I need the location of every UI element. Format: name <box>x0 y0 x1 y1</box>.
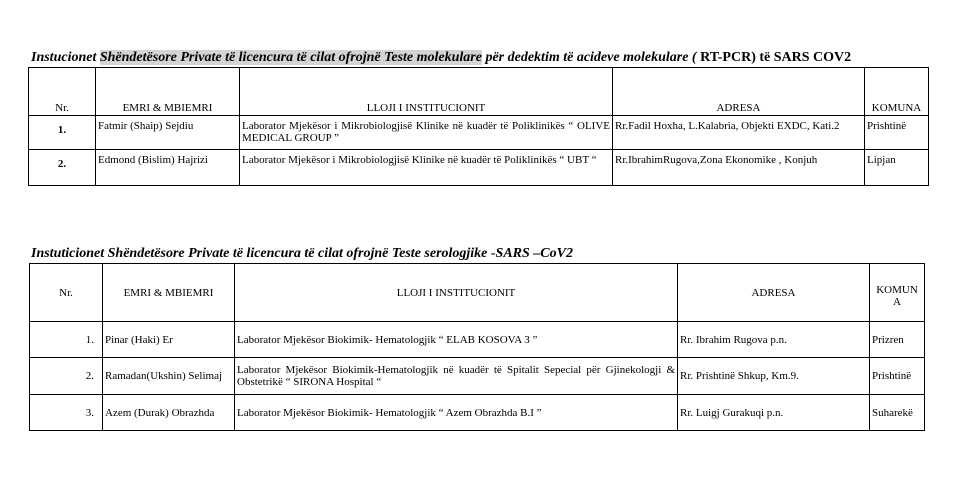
section1-title-highlight: Shëndetësore Private të licencura të cilat ofrojnë Teste molekulare <box>99 50 482 65</box>
col-header-commune: KOMUN A <box>870 264 925 322</box>
row-commune: Prishtinë <box>870 358 925 395</box>
col-header-type: LLOJI I INSTITUCIONIT <box>240 68 613 116</box>
section2-title: Instuticionet Shëndetësore Private të licencura të cilat ofrojnë Teste serologjike -SARS –CoV2 <box>31 246 573 261</box>
row-commune: Prishtinë <box>865 116 929 150</box>
table-header-row <box>30 264 925 322</box>
row-type: Laborator Mjekësor i Mikrobiologjisë Klinike në kuadër të Poliklinikës “ OLIVE MEDICAL GROUP ” <box>240 116 613 150</box>
col-header-address: ADRESA <box>678 264 870 322</box>
row-name: Azem (Durak) Obrazhda <box>103 395 235 431</box>
row-address: Rr.Fadil Hoxha, L.Kalabria, Objekti EXDC, Kati.2 <box>613 116 865 150</box>
table-row <box>29 150 929 186</box>
section1-title-rtpcr: RT-PCR) <box>700 50 756 65</box>
row-type: Laborator Mjekësor Biokimik-Hematologjik në kuadër të Spitalit Sepecial për Gjinekologji & Obstetrikë “ SIRONA Hospital “ <box>235 358 678 395</box>
col-header-nr: Nr. <box>29 68 96 116</box>
row-name: Ramadan(Ukshin) Selimaj <box>103 358 235 395</box>
table-row <box>30 322 925 358</box>
section1-title-pre: Instucionet <box>31 50 100 65</box>
row-address: Rr. Prishtinë Shkup, Km.9. <box>678 358 870 395</box>
col-header-commune: KOMUNA <box>865 68 929 116</box>
col-header-type: LLOJI I INSTITUCIONIT <box>235 264 678 322</box>
row-commune: Suharekë <box>870 395 925 431</box>
row-type: Laborator Mjekësor Biokimik- Hematologjik “ Azem Obrazhda B.I ” <box>235 395 678 431</box>
col-header-name: EMRI & MBIEMRI <box>103 264 235 322</box>
row-nr: 1. <box>29 116 96 150</box>
row-name: Pinar (Haki) Er <box>103 322 235 358</box>
row-type: Laborator Mjekësor Biokimik- Hematologjik “ ELAB KOSOVA 3 ” <box>235 322 678 358</box>
row-nr: 2. <box>29 150 96 186</box>
table-row <box>30 395 925 431</box>
row-name: Fatmir (Shaip) Sejdiu <box>96 116 240 150</box>
row-address: Rr. Ibrahim Rugova p.n. <box>678 322 870 358</box>
row-nr: 3. <box>30 395 103 431</box>
section1-title-end: të SARS COV2 <box>755 50 852 65</box>
col-header-name: EMRI & MBIEMRI <box>96 68 240 116</box>
row-name: Edmond (Bislim) Hajrizi <box>96 150 240 186</box>
table-header-row <box>29 68 929 116</box>
section1-title-post: për dedektim të acideve molekulare <box>481 50 689 65</box>
molecular-tests-table <box>28 67 929 186</box>
row-address: Rr. Luigj Gurakuqi p.n. <box>678 395 870 431</box>
row-nr: 1. <box>30 322 103 358</box>
row-commune: Lipjan <box>865 150 929 186</box>
section1-title <box>31 50 851 66</box>
row-commune: Prizren <box>870 322 925 358</box>
table-row <box>30 358 925 395</box>
table-row <box>29 116 929 150</box>
col-header-nr: Nr. <box>30 264 103 322</box>
col-header-address: ADRESA <box>613 68 865 116</box>
row-nr: 2. <box>30 358 103 395</box>
row-type: Laborator Mjekësor i Mikrobiologjisë Klinike në kuadër të Poliklinikës “ UBT “ <box>240 150 613 186</box>
section1-title-paren: ( <box>688 50 701 65</box>
serology-tests-table <box>29 263 925 431</box>
row-address: Rr.IbrahimRugova,Zona Ekonomike , Konjuh <box>613 150 865 186</box>
